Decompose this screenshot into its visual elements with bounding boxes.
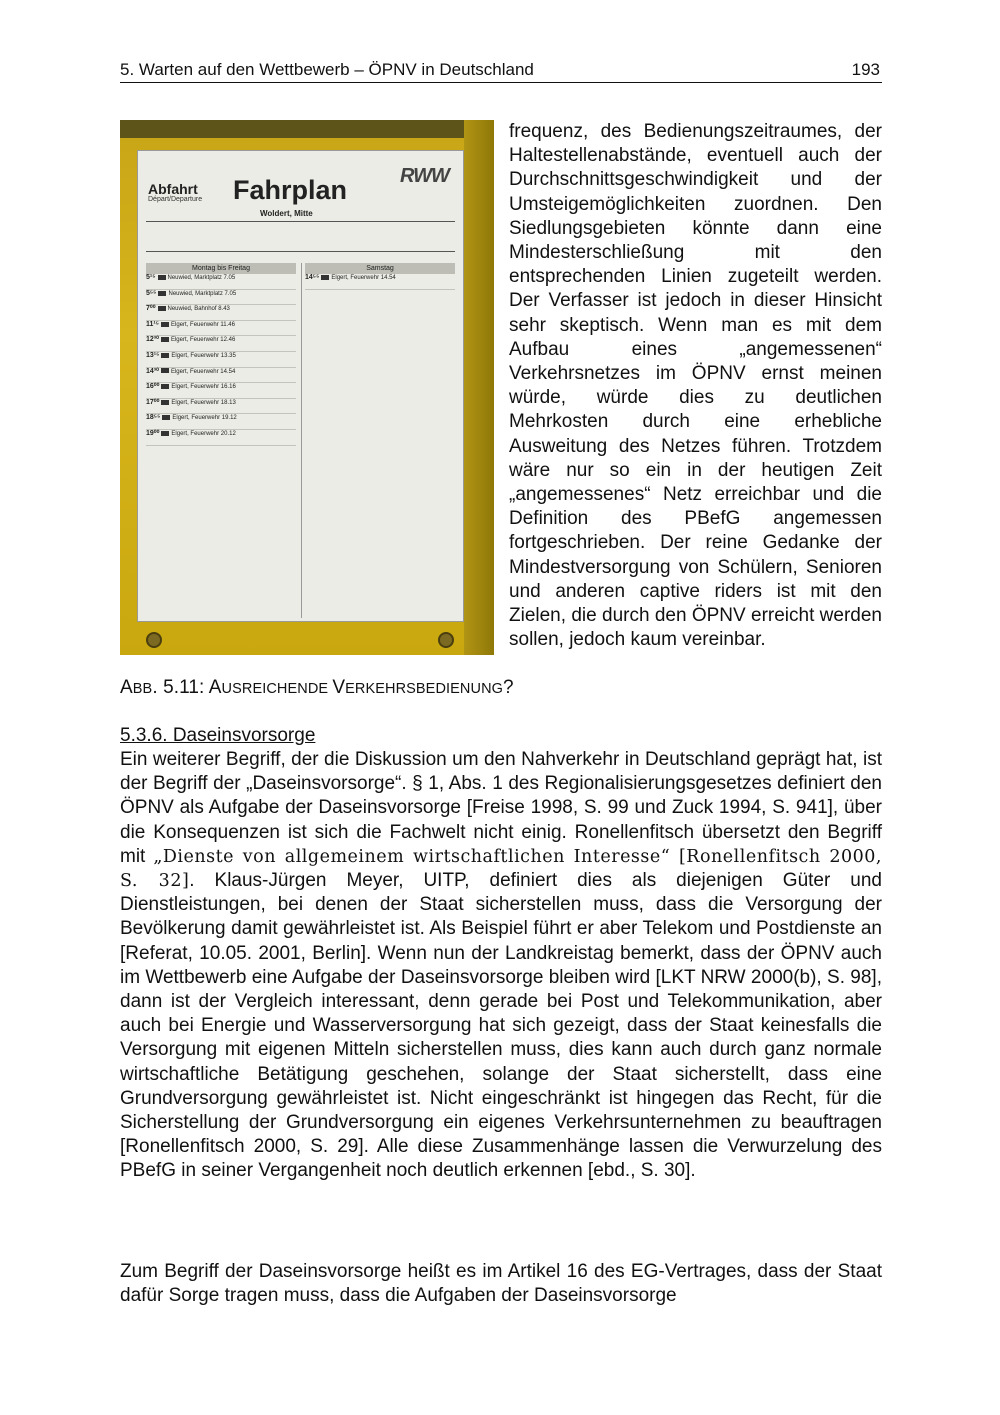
- departure-time: 19⁰⁰: [146, 429, 160, 437]
- line-number-badge: [161, 337, 169, 342]
- sign-title: Fahrplan: [233, 175, 348, 205]
- departure-destination: Elgert, Feuerwehr 14.54: [170, 368, 236, 375]
- sign-stop-name: Woldert, Mitte: [260, 209, 313, 218]
- departure-time: 14⁵⁵: [305, 274, 320, 281]
- sign-divider: [146, 221, 455, 222]
- departure-time: 5¹⁵: [146, 274, 156, 281]
- running-header: [120, 60, 882, 83]
- timetable-row: [146, 305, 296, 321]
- figure-caption: ABB. 5.11: AUSREICHENDE VERKEHRSBEDIENUNG?: [120, 677, 514, 698]
- timetable-row: [146, 290, 296, 306]
- operator-logo: RWW: [400, 165, 449, 187]
- sign-abfahrt: Abfahrt: [148, 181, 198, 197]
- line-number-badge: [162, 415, 170, 420]
- line-number-badge: [161, 322, 169, 327]
- saturday-column: [305, 263, 455, 290]
- timetable-row: [146, 414, 296, 430]
- timetable-row: [146, 368, 296, 384]
- body-paragraph: Ein weiterer Begriff, der die Diskussion um den Nahverkehr in Deutschland geprägt hat, ist der Begriff der „Daseinsvorsorge“. § 1, Abs. 1 des Regionalisierungsgesetzes definiert den ÖPNV als Aufgabe der Daseinsvorsorge [Freise 1998, S. 99 und Zuck 1994, S. 941], über die Konsequenzen ist sich die Fachwelt nicht einig. Ronellenfitsch übersetzt den Begriff mit „Dienste von allgemeinem wirtschaftlichen Interesse“ [Ronellenfitsch 2000, S. 32]. Klaus-Jürgen Meyer, UITP, definiert dies als diejenigen Güter und Dienstleistungen, bei denen der Staat sicherstellen muss, dass die Versorgung der Bevölkerung damit gewährleistet ist. Als Beispiel führt er aber Telekom und Postdienste an [Referat, 10.05. 2001, Berlin]. Wenn nun der Landkreistag bemerkt, dass der ÖPNV auch im Wettbewerb eine Aufgabe der Daseinsvorsorge bleiben wird [LKT NRW 2000(b), S. 98], dann ist der Vergleich interessant, denn gerade bei Post und Telekommunikation, aber auch bei Energie und Wasserversorgung hat sich gezeigt, dass der Staat keinesfalls die Versorgung mit eigenen Mitteln sicherstellen muss, dies kann auch durch ganz normale wirtschaftliche Betätigung geschehen, solange der Staat sicherstellt, dass eine Grundversorgung gewährleistet ist. Nicht eingeschränkt ist hingegen das Recht, für die Sicherstellung der Grundversorgung ein eigenes Verkehrsunternehmen zu beauftragen [Ronellenfitsch 2000, S. 29]. Alle diese Zusammenhänge lassen die Verwurzelung des PBefG in seiner Vergangenheit noch deutlich erkennen [ebd., S. 30].: [120, 749, 882, 1182]
- departure-time: 5⁵⁵: [146, 289, 157, 297]
- line-number-badge: [161, 384, 169, 389]
- timetable-row: [146, 383, 296, 399]
- line-number-badge: [161, 368, 169, 373]
- section-heading: 5.3.6. Daseinsvorsorge: [120, 725, 316, 746]
- line-number-badge: [158, 275, 166, 280]
- photo-right-shadow: [464, 120, 494, 655]
- departure-time: 7⁰⁰: [146, 305, 156, 313]
- departure-time: 14³⁰: [146, 367, 159, 375]
- sign-divider: [146, 251, 455, 252]
- departure-time: 13¹⁵: [146, 351, 160, 359]
- departure-time: 18⁵⁵: [146, 414, 161, 422]
- timetable-row: [146, 274, 296, 290]
- departure-destination: Neuwied, Marktplatz 7.05: [168, 290, 237, 297]
- screw-icon: [438, 632, 454, 648]
- page-number: 193: [851, 60, 880, 79]
- timetable-row: [146, 336, 296, 352]
- side-paragraph: frequenz, des Bedienungszeitraumes, der Haltestellenabstände, eventuell auch der Durchschnittsgeschwindigkeit und der Umsteigemöglichkeiten zuordnen. Den Siedlungsgebieten könnte dann eine Mindesterschließung mit den entsprechenden Linien zugeteilt werden. Der Verfasser ist jedoch in dieser Hinsicht sehr skeptisch. Wenn man es mit dem Aufbau eines „angemessenen“ Verkehrsnetzes im ÖPNV ernst meinen würde, würde dies zu deutlichen Mehrkosten durch eine erhebliche Ausweitung des Netzes führen. Trotzdem wäre nur so ein in der heutigen Zeit „angemessenes“ Netz erreichbar und die Definition des PBefG angemessen fortgeschrieben. Der reine Gedanke der Mindestversorgung von Schülern, Senioren und anderen captive riders ist mit den Zielen, die durch den ÖPNV erreicht werden sollen, jedoch kaum vereinbar.: [509, 121, 882, 651]
- departure-destination: Neuwied, Bahnhof 8.43: [167, 306, 230, 313]
- weekday-column: [146, 263, 296, 446]
- departure-destination: Elgert, Feuerwehr 11.46: [171, 321, 235, 328]
- line-number-badge: [158, 306, 166, 311]
- timetable-row: [146, 352, 296, 368]
- departure-destination: Elgert, Feuerwehr 20.12: [171, 430, 236, 437]
- photo-top-shadow: [120, 120, 494, 138]
- departure-time: 17⁰⁰: [146, 398, 160, 406]
- timetable-row: [146, 399, 296, 415]
- timetable-row: [146, 321, 296, 337]
- line-number-badge: [161, 431, 169, 436]
- departure-destination: Elgert, Feuerwehr 14.54: [331, 275, 396, 281]
- departure-destination: Elgert, Feuerwehr 13.35: [171, 352, 236, 359]
- line-number-badge: [321, 275, 329, 280]
- figure-photo-bus-timetable: [120, 120, 494, 655]
- departure-destination: Elgert, Feuerwehr 18.13: [171, 399, 236, 406]
- timetable-row: [146, 430, 296, 446]
- column-separator: [301, 263, 302, 618]
- line-number-badge: [161, 400, 169, 405]
- quoted-definition: „Dienste von allgemeinem wirtschaftlichen Interesse“ [Ronellenfitsch 2000, S. 32]: [120, 846, 882, 892]
- departure-time: 11¹⁵: [146, 320, 160, 328]
- departure-time: 16⁰⁰: [146, 383, 160, 391]
- departure-destination: Elgert, Feuerwehr 19.12: [172, 415, 237, 422]
- chapter-title: 5. Warten auf den Wettbewerb – ÖPNV in Deutschland: [120, 60, 534, 79]
- line-number-badge: [161, 353, 169, 358]
- saturday-column-head: Samstag: [305, 263, 455, 274]
- weekday-column-head: Montag bis Freitag: [146, 263, 296, 274]
- line-number-badge: [158, 291, 166, 296]
- departure-destination: Elgert, Feuerwehr 16.16: [171, 384, 236, 391]
- screw-icon: [146, 632, 162, 648]
- departure-destination: Elgert, Feuerwehr 12.46: [170, 337, 236, 344]
- departure-destination: Neuwied, Marktplatz 7.05: [167, 275, 236, 281]
- timetable-row: [305, 274, 455, 290]
- timetable-sheet: [137, 150, 464, 622]
- sign-departure: Départ/Departure: [148, 196, 203, 203]
- departure-time: 12³⁰: [146, 336, 159, 344]
- body-paragraph-continued: Zum Begriff der Daseinsvorsorge heißt es im Artikel 16 des EG-Vertrages, dass der Staat dafür Sorge tragen muss, dass die Aufgaben der Daseinsvorsorge: [120, 1261, 882, 1307]
